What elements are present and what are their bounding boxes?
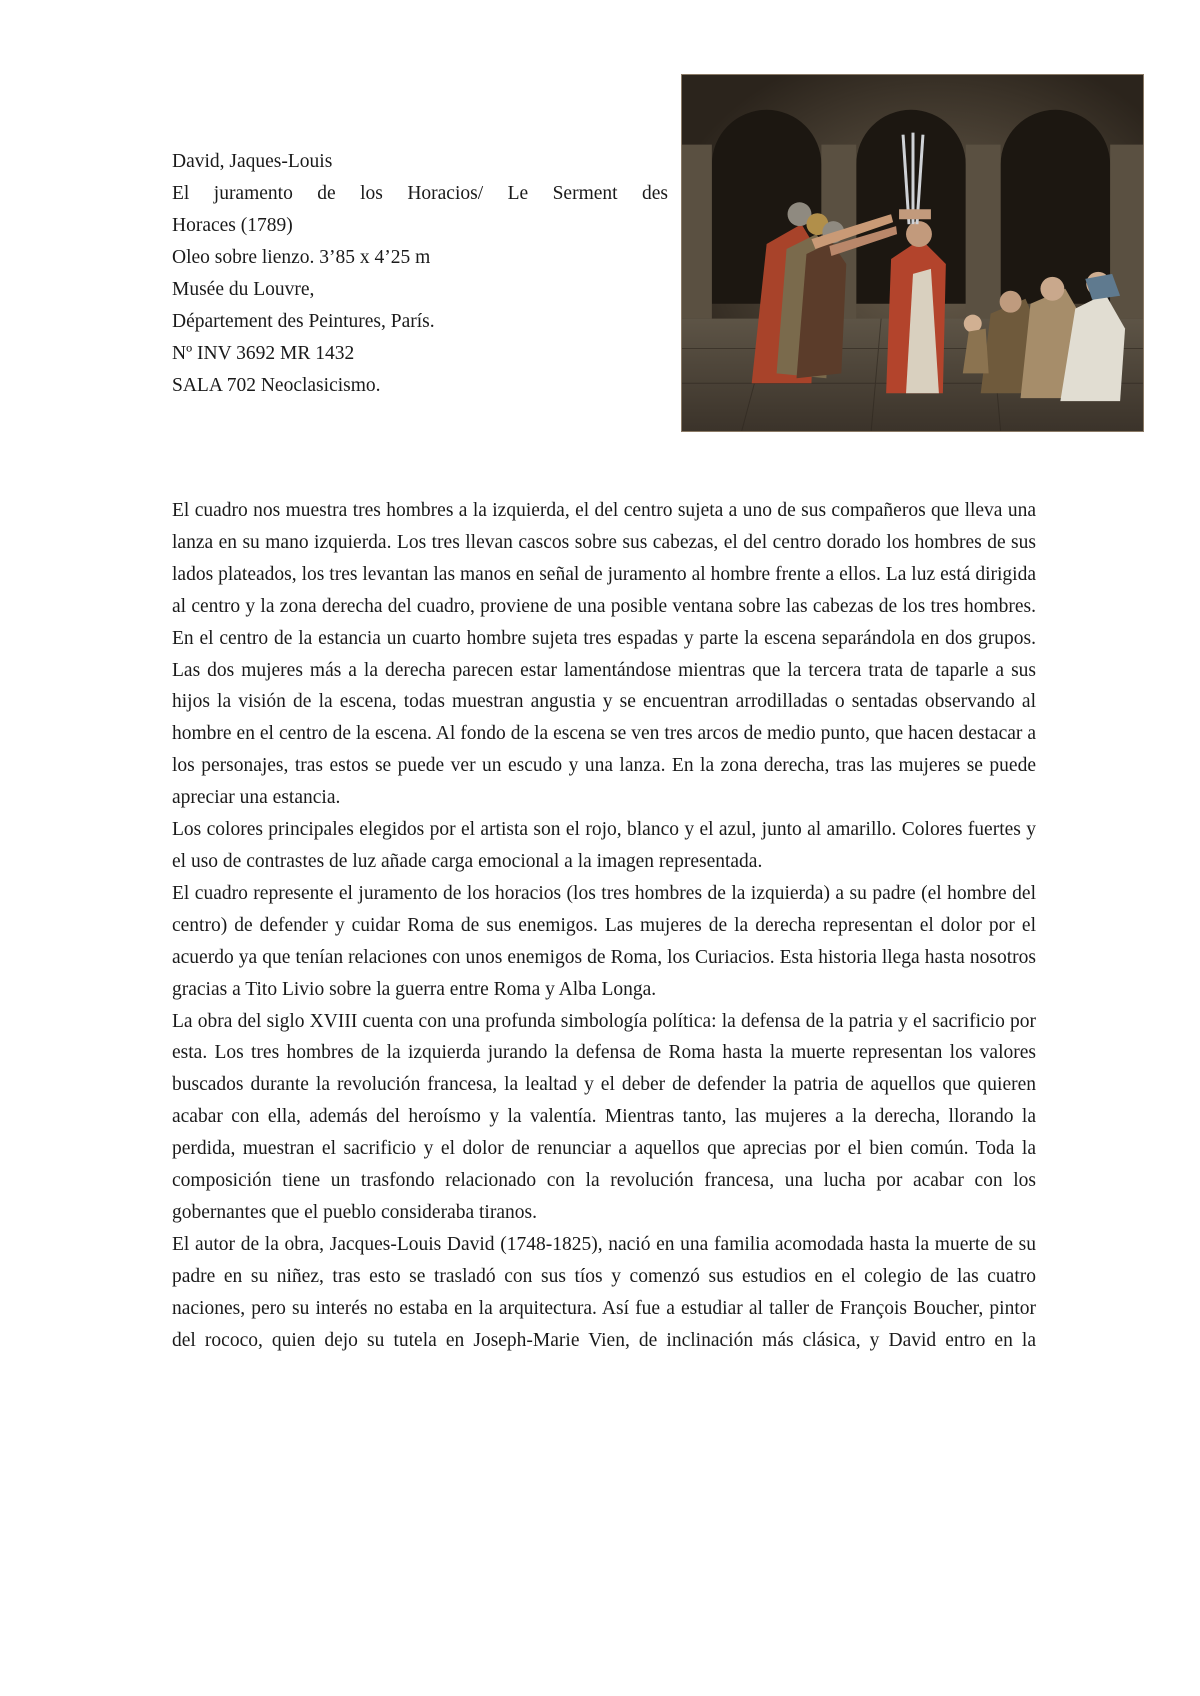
artwork-title-continued: Horaces (1789) [172, 215, 293, 236]
paragraph-author: El autor de la obra, Jacques-Louis David (1748-1825), nació en una familia acomodada hasta la muerte de su padre en su niñez, tras esto se trasladó con sus tíos y comenzó sus estudios en el colegio de las cuatro naciones, pero su interés no estaba en la arquitectura. Así fue a estudiar al taller de François Boucher, pintor del rococo, quien dejo su tutela en Joseph-Marie Vien, de inclinación más clásica, y David entro en la [172, 1233, 1036, 1351]
painting-illustration [682, 75, 1143, 431]
museum-name: Musée du Louvre, [172, 279, 315, 300]
artwork-title: El juramento de los Horacios/ Le Serment des [172, 183, 668, 204]
painting-image [681, 74, 1144, 432]
paragraph-story: El cuadro represente el juramento de los horacios (los tres hombres de la izquierda) a su padre (el hombre del centro) de defender y cuidar Roma de sus enemigos. Las mujeres de la derecha representan el dolor por el acuerdo ya que tenían relaciones con unos enemigos de Roma, los Curiacios. Esta historia llega hasta nosotros gracias a Tito Livio sobre la guerra entre Roma y Alba Longa. [172, 882, 1036, 1000]
paragraph-colors: Los colores principales elegidos por el artista son el rojo, blanco y el azul, junto al amarillo. Colores fuertes y el uso de contrastes de luz añade carga emocional a la imagen representada. [172, 819, 1036, 872]
museum-department: Département des Peintures, París. [172, 311, 435, 332]
inventory-number: Nº INV 3692 MR 1432 [172, 343, 355, 364]
paragraph-symbolism: La obra del siglo XVIII cuenta con una profunda simbología política: la defensa de la patria y el sacrificio por esta. Los tres hombres de la izquierda jurando la defensa de Roma hasta la muerte representan los valores buscados durante la revolución francesa, la lealtad y el deber de defender la patria de aquellos que quieren acabar con ella, además del heroísmo y la valentía. Mientras tanto, las mujeres a la derecha, llorando la perdida, muestran el sacrificio y el dolor de renunciar a aquellos que aprecias por el bien común. Toda la composición tiene un trasfondo relacionado con la revolución francesa, una lucha por acabar con los gobernantes que el pueblo consideraba tiranos. [172, 1010, 1036, 1223]
body-text [172, 495, 1036, 1356]
artwork-medium: Oleo sobre lienzo. 3’85 x 4’25 m [172, 247, 431, 268]
paragraph-description: El cuadro nos muestra tres hombres a la izquierda, el del centro sujeta a uno de sus compañeros que lleva una lanza en su mano izquierda. Los tres llevan cascos sobre sus cabezas, el del centro dorado los hombres de sus lados plateados, los tres levantan las manos en señal de juramento al hombre frente a ellos. La luz está dirigida al centro y la zona derecha del cuadro, proviene de una posible ventana sobre las cabezas de los tres hombres. En el centro de la estancia un cuarto hombre sujeta tres espadas y parte la escena separándola en dos grupos. Las dos mujeres más a la derecha parecen estar lamentándose mientras que la tercera trata de taparle a sus hijos la visión de la escena, todas muestran angustia y se encuentran arrodilladas o sentadas observando al hombre en el centro de la escena. Al fondo de la escena se ven tres arcos de medio punto, que hacen destacar a los personajes, tras estos se puede ver un escudo y una lanza. En la zona derecha, tras las mujeres se puede apreciar una estancia. [172, 500, 1036, 809]
artist-name: David, Jaques-Louis [172, 151, 333, 172]
artwork-info [172, 146, 668, 402]
gallery-room: SALA 702 Neoclasicismo. [172, 375, 381, 396]
